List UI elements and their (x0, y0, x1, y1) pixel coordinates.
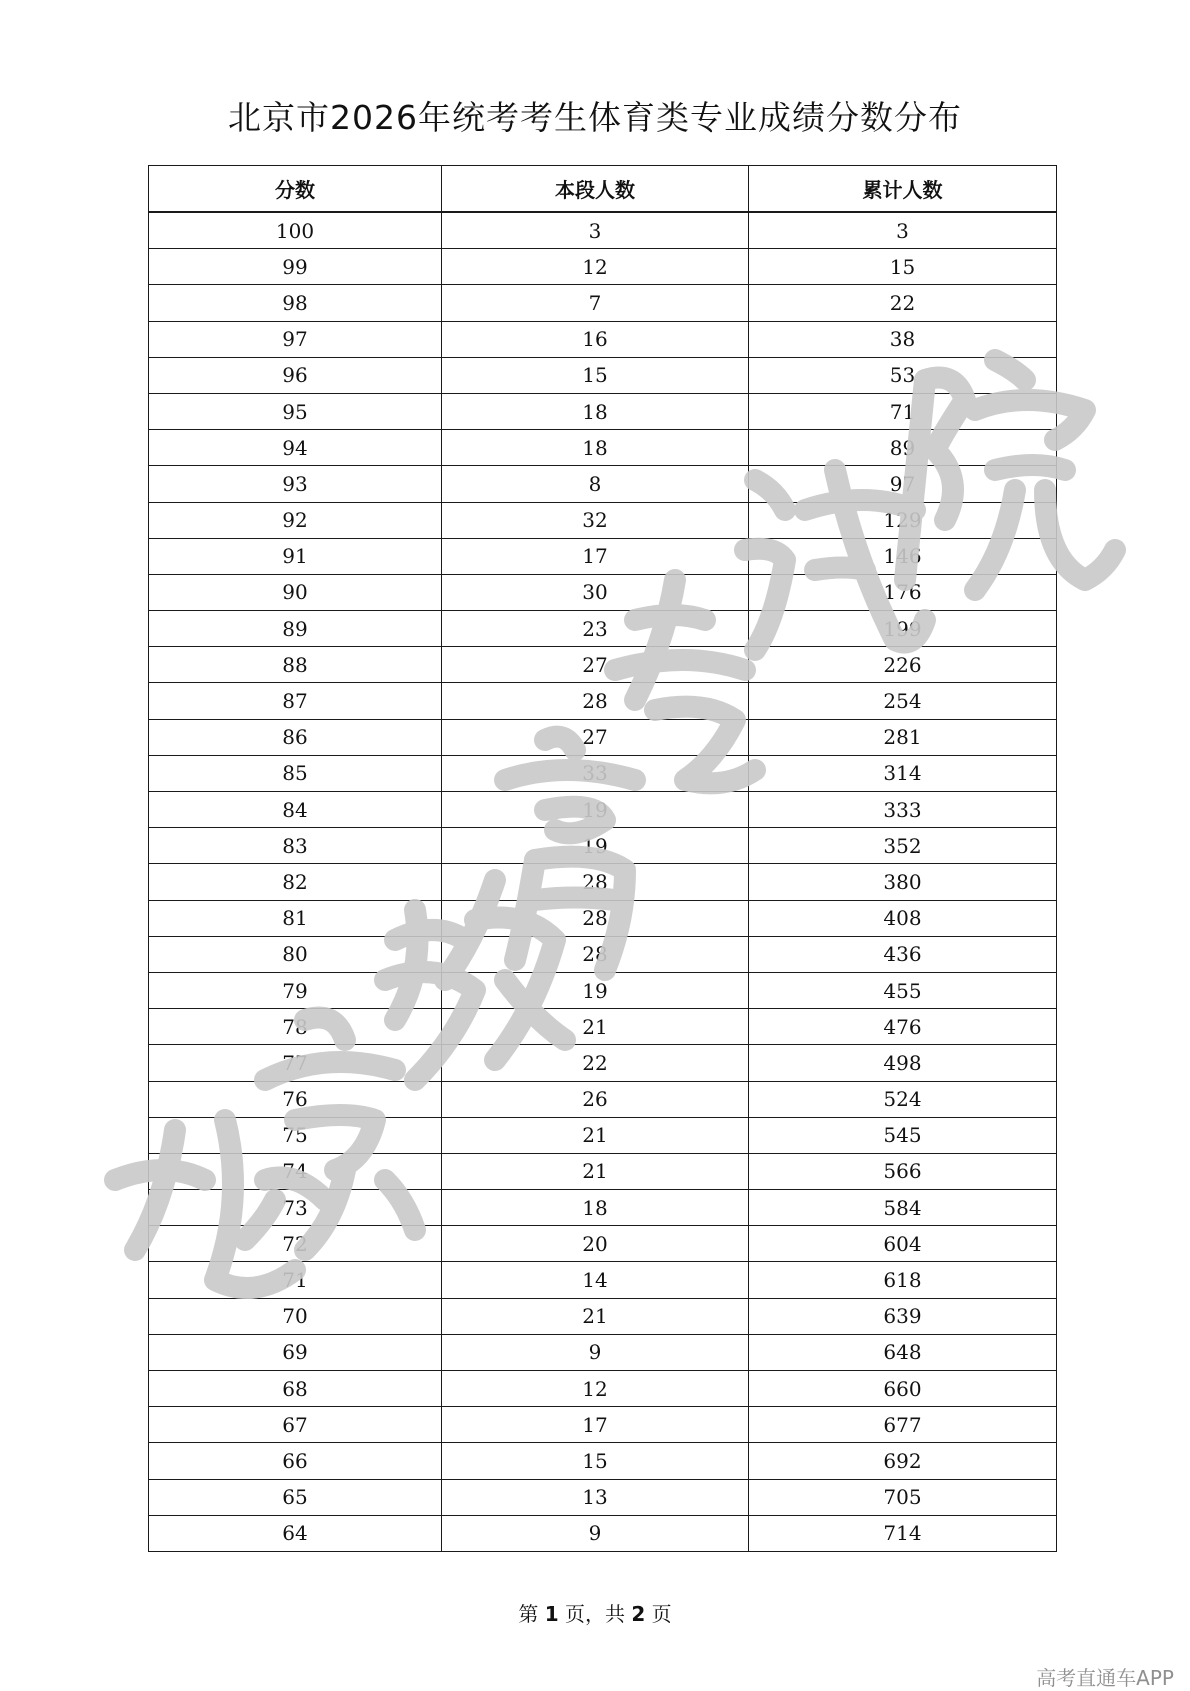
cell-segment-count: 13 (442, 1479, 749, 1515)
table-row (149, 502, 1057, 538)
cell-score: 81 (149, 900, 442, 936)
table-row (149, 1479, 1057, 1515)
cell-cumulative-count: 226 (749, 647, 1057, 683)
table-row (149, 1407, 1057, 1443)
cell-segment-count: 14 (442, 1262, 749, 1298)
cell-score: 98 (149, 285, 442, 321)
cell-cumulative-count: 22 (749, 285, 1057, 321)
footer-middle: 页，共 (565, 1602, 625, 1626)
cell-score: 93 (149, 466, 442, 502)
cell-cumulative-count: 38 (749, 321, 1057, 357)
cell-cumulative-count: 281 (749, 719, 1057, 755)
cell-segment-count: 3 (442, 212, 749, 249)
table-row (149, 1515, 1057, 1551)
cell-segment-count: 18 (442, 393, 749, 429)
cell-segment-count: 33 (442, 755, 749, 791)
table-body (149, 212, 1057, 1551)
cell-cumulative-count: 545 (749, 1117, 1057, 1153)
score-distribution-table (148, 165, 1057, 1552)
cell-cumulative-count: 15 (749, 249, 1057, 285)
footer-page-number: 1 (544, 1602, 559, 1626)
table-row (149, 719, 1057, 755)
cell-segment-count: 32 (442, 502, 749, 538)
cell-cumulative-count: 89 (749, 430, 1057, 466)
cell-segment-count: 7 (442, 285, 749, 321)
cell-cumulative-count: 714 (749, 1515, 1057, 1551)
cell-score: 90 (149, 574, 442, 610)
table-row (149, 792, 1057, 828)
cell-score: 94 (149, 430, 442, 466)
cell-score: 78 (149, 1009, 442, 1045)
table-row (149, 466, 1057, 502)
cell-cumulative-count: 71 (749, 393, 1057, 429)
cell-score: 75 (149, 1117, 442, 1153)
table-row (149, 936, 1057, 972)
cell-cumulative-count: 604 (749, 1226, 1057, 1262)
cell-cumulative-count: 639 (749, 1298, 1057, 1334)
cell-segment-count: 28 (442, 683, 749, 719)
cell-score: 64 (149, 1515, 442, 1551)
cell-cumulative-count: 705 (749, 1479, 1057, 1515)
cell-segment-count: 27 (442, 647, 749, 683)
cell-segment-count: 27 (442, 719, 749, 755)
table-row (149, 1045, 1057, 1081)
cell-segment-count: 18 (442, 430, 749, 466)
cell-score: 73 (149, 1190, 442, 1226)
cell-score: 72 (149, 1226, 442, 1262)
cell-cumulative-count: 333 (749, 792, 1057, 828)
table-row (149, 1334, 1057, 1370)
cell-segment-count: 21 (442, 1153, 749, 1189)
cell-cumulative-count: 498 (749, 1045, 1057, 1081)
table-row (149, 755, 1057, 791)
cell-score: 76 (149, 1081, 442, 1117)
cell-segment-count: 9 (442, 1334, 749, 1370)
table-row (149, 1117, 1057, 1153)
cell-cumulative-count: 455 (749, 972, 1057, 1008)
cell-cumulative-count: 146 (749, 538, 1057, 574)
table-row (149, 683, 1057, 719)
cell-score: 88 (149, 647, 442, 683)
table-row (149, 1009, 1057, 1045)
table-row (149, 972, 1057, 1008)
cell-score: 84 (149, 792, 442, 828)
table-row (149, 1298, 1057, 1334)
cell-score: 100 (149, 212, 442, 249)
table-row (149, 1153, 1057, 1189)
table-row (149, 249, 1057, 285)
cell-segment-count: 28 (442, 900, 749, 936)
cell-segment-count: 28 (442, 936, 749, 972)
brand-watermark: 高考直通车APP (1036, 1666, 1174, 1690)
footer-total-pages: 2 (631, 1602, 646, 1626)
cell-segment-count: 17 (442, 1407, 749, 1443)
cell-segment-count: 16 (442, 321, 749, 357)
footer-prefix: 第 (518, 1602, 539, 1626)
table-row (149, 611, 1057, 647)
cell-segment-count: 23 (442, 611, 749, 647)
cell-cumulative-count: 476 (749, 1009, 1057, 1045)
cell-score: 96 (149, 357, 442, 393)
cell-segment-count: 21 (442, 1298, 749, 1334)
table-row (149, 1081, 1057, 1117)
cell-segment-count: 8 (442, 466, 749, 502)
cell-cumulative-count: 408 (749, 900, 1057, 936)
cell-score: 65 (149, 1479, 442, 1515)
table-row (149, 1371, 1057, 1407)
cell-cumulative-count: 53 (749, 357, 1057, 393)
table-row (149, 321, 1057, 357)
table-row (149, 647, 1057, 683)
cell-segment-count: 30 (442, 574, 749, 610)
table-row (149, 357, 1057, 393)
column-header-segment-count: 本段人数 (442, 166, 749, 213)
cell-segment-count: 19 (442, 828, 749, 864)
cell-score: 80 (149, 936, 442, 972)
cell-score: 66 (149, 1443, 442, 1479)
cell-score: 70 (149, 1298, 442, 1334)
cell-score: 67 (149, 1407, 442, 1443)
cell-score: 68 (149, 1371, 442, 1407)
footer-suffix: 页 (651, 1602, 672, 1626)
cell-score: 79 (149, 972, 442, 1008)
cell-score: 74 (149, 1153, 442, 1189)
cell-segment-count: 19 (442, 792, 749, 828)
cell-cumulative-count: 648 (749, 1334, 1057, 1370)
table-row (149, 393, 1057, 429)
table-row (149, 864, 1057, 900)
cell-segment-count: 18 (442, 1190, 749, 1226)
cell-cumulative-count: 352 (749, 828, 1057, 864)
cell-cumulative-count: 524 (749, 1081, 1057, 1117)
table-row (149, 900, 1057, 936)
cell-segment-count: 21 (442, 1009, 749, 1045)
cell-segment-count: 15 (442, 1443, 749, 1479)
cell-cumulative-count: 129 (749, 502, 1057, 538)
cell-cumulative-count: 97 (749, 466, 1057, 502)
cell-score: 82 (149, 864, 442, 900)
cell-segment-count: 20 (442, 1226, 749, 1262)
table-row (149, 1262, 1057, 1298)
table-row (149, 1226, 1057, 1262)
table-row (149, 1443, 1057, 1479)
cell-cumulative-count: 254 (749, 683, 1057, 719)
cell-cumulative-count: 677 (749, 1407, 1057, 1443)
cell-score: 83 (149, 828, 442, 864)
page-footer (0, 1600, 1190, 1628)
cell-score: 87 (149, 683, 442, 719)
cell-score: 91 (149, 538, 442, 574)
cell-segment-count: 26 (442, 1081, 749, 1117)
cell-segment-count: 9 (442, 1515, 749, 1551)
table-row (149, 828, 1057, 864)
column-header-score: 分数 (149, 166, 442, 213)
cell-cumulative-count: 436 (749, 936, 1057, 972)
cell-score: 71 (149, 1262, 442, 1298)
cell-segment-count: 15 (442, 357, 749, 393)
table-row (149, 538, 1057, 574)
cell-segment-count: 19 (442, 972, 749, 1008)
cell-score: 97 (149, 321, 442, 357)
cell-score: 99 (149, 249, 442, 285)
cell-segment-count: 28 (442, 864, 749, 900)
cell-score: 69 (149, 1334, 442, 1370)
page-title: 北京市2026年统考考生体育类专业成绩分数分布 (228, 98, 962, 137)
table-row (149, 574, 1057, 610)
cell-cumulative-count: 176 (749, 574, 1057, 610)
column-header-cumulative-count: 累计人数 (749, 166, 1057, 213)
table-row (149, 430, 1057, 466)
table-row (149, 285, 1057, 321)
cell-score: 85 (149, 755, 442, 791)
cell-score: 89 (149, 611, 442, 647)
cell-segment-count: 21 (442, 1117, 749, 1153)
cell-cumulative-count: 618 (749, 1262, 1057, 1298)
cell-score: 86 (149, 719, 442, 755)
cell-cumulative-count: 380 (749, 864, 1057, 900)
cell-cumulative-count: 692 (749, 1443, 1057, 1479)
cell-segment-count: 12 (442, 1371, 749, 1407)
table-row (149, 1190, 1057, 1226)
cell-cumulative-count: 584 (749, 1190, 1057, 1226)
cell-cumulative-count: 3 (749, 212, 1057, 249)
cell-score: 77 (149, 1045, 442, 1081)
cell-cumulative-count: 199 (749, 611, 1057, 647)
cell-cumulative-count: 660 (749, 1371, 1057, 1407)
cell-segment-count: 22 (442, 1045, 749, 1081)
cell-score: 92 (149, 502, 442, 538)
cell-score: 95 (149, 393, 442, 429)
cell-segment-count: 17 (442, 538, 749, 574)
cell-cumulative-count: 314 (749, 755, 1057, 791)
cell-segment-count: 12 (442, 249, 749, 285)
table-header-row (149, 166, 1057, 213)
table-row (149, 212, 1057, 249)
cell-cumulative-count: 566 (749, 1153, 1057, 1189)
